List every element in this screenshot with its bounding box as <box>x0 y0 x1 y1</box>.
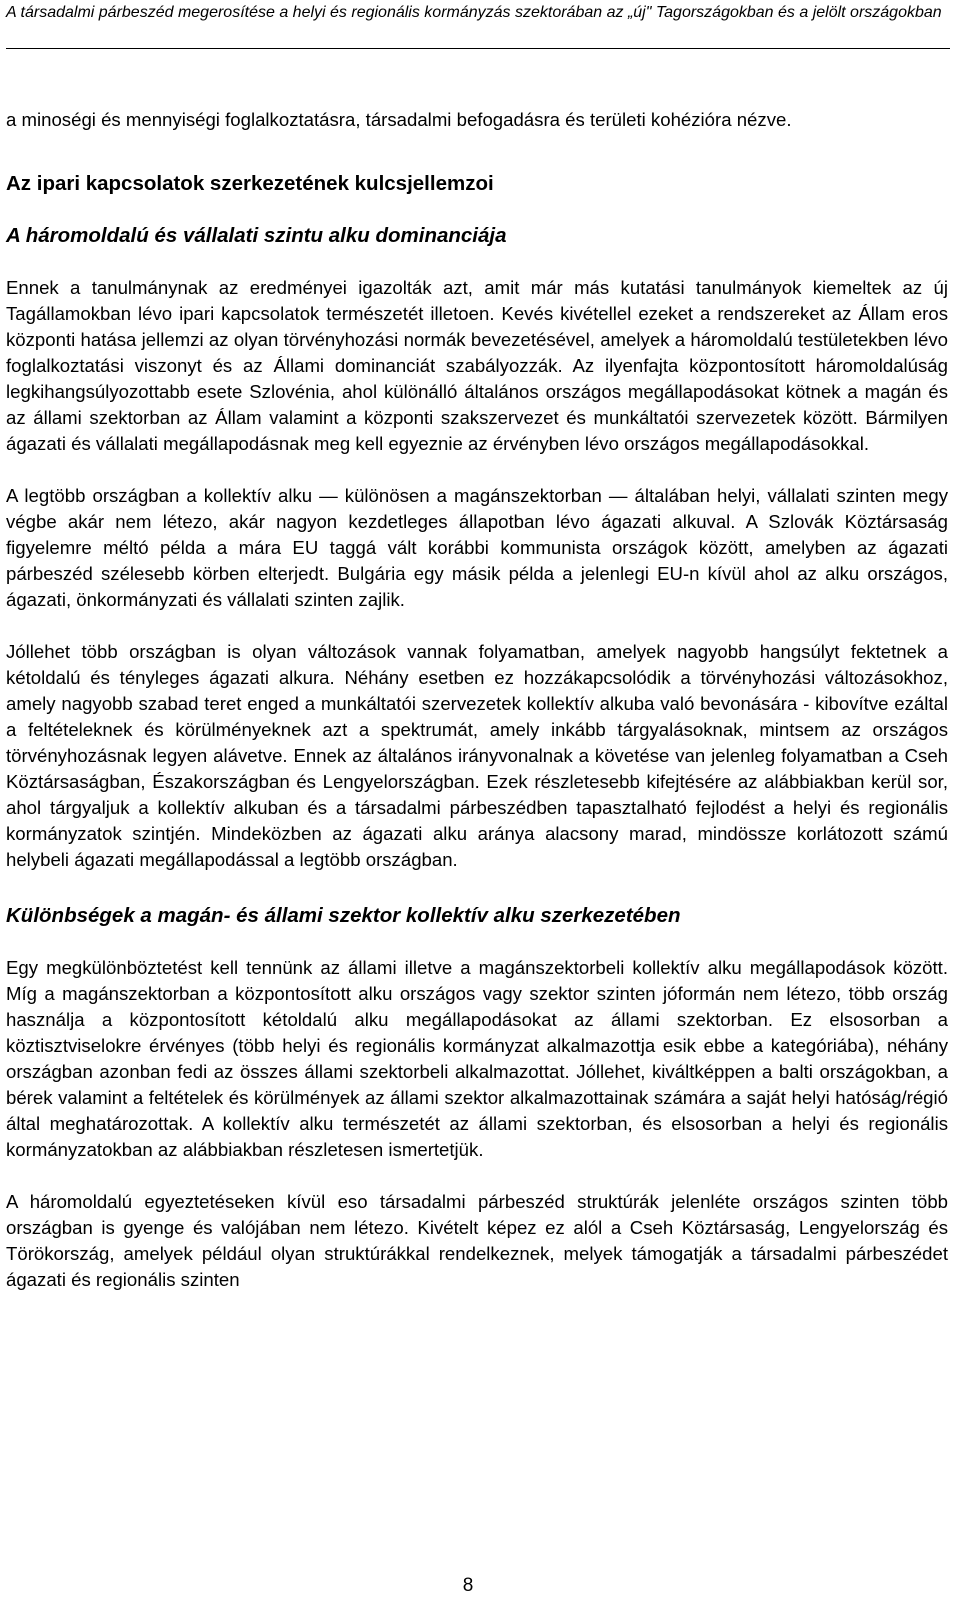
page-number: 8 <box>462 1575 474 1596</box>
paragraph-2: A legtöbb országban a kollektív alku — különösen a magánszektorban — általában helyi, vállalati szinten megy végbe akár nem létezo, akár nagyon kezdetleges állapotban lévo ágazati alkuval. A Szlovák Köztársaság figyelemre méltó példa a mára EU taggá vált korábbi kommunista országok között, amelyben az ágazati párbeszéd szélesebb körben elterjedt. Bulgária egy másik példa a jelenlegi EU-n kívül ahol az alku országos, ágazati, önkormányzati és vállalati szinten zajlik. <box>6 485 948 610</box>
paragraph-4: Egy megkülönböztetést kell tennünk az állami illetve a magánszektorbeli kollektív alku megállapodások között. Míg a magánszektorban a központosított alku országos vagy szektor szinten jóformán nem létezo, több ország használja a központosított kétoldalú alku megállapodásokat az állami szektorban. Ez elsosorban a köztisztviselokre érvényes (több helyi és regionális kormányzat alkalmazottja esik ebbe a kategóriába), néhány országban azonban fedi az összes állami szektorbeli alkalmazottat. Jóllehet, kiváltképpen a balti országokban, a bérek valamint a feltételek és körülmények az állami szektor alkalmazottainak számára a saját helyi hatóság/régió által meghatározottak. A kollektív alku természetét az állami szektorban, és elsosorban a helyi és regionális kormányzatokban az alábbiakban részletesen ismertetjük. <box>6 957 948 1160</box>
subheading-sector-differences: Különbségek a magán- és állami szektor kollektív alku szerkezetében <box>6 904 681 927</box>
paragraph-3: Jóllehet több országban is olyan változások vannak folyamatban, amelyek nagyobb hangsúlyt fektetnek a kétoldalú és tényleges ágazati alkura. Néhány esetben ez hozzákapcsolódik a törvényhozási változásokhoz, amely nagyobb szabad teret enged a munkáltatói szervezetek kollektív alkuba való bevonására - kibovítve ezáltal a feltételeknek és körülményeknek azt a spektrumát, amely inkább tárgyalásoknak, mintsem az országos törvényhozásnak legyen alávetve. Ennek az általános irányvonalnak a követése van jelenleg folyamatban a Cseh Köztársaságban, Északországban és Lengyelországban. Ezek részletesebb kifejtésére az alábbiakban kerül sor, ahol tárgyaljuk a kollektív alkuban és a társadalmi párbeszédben tapasztalható fejlodést a helyi és regionális kormányzatok szintjén. Mindeközben az ágazati alku aránya alacsony marad, mindössze korlátozott számú helybeli ágazati megállapodással a legtöbb országban. <box>6 641 948 870</box>
subheading-tripartite: A háromoldalú és vállalati szintu alku dominanciája <box>6 224 507 247</box>
document-body <box>6 107 948 1293</box>
paragraph-5: A háromoldalú egyeztetéseken kívül eso társadalmi párbeszéd struktúrák jelenléte országos szinten több országban is gyenge és valójában nem létezo. Kivételt képez ez alól a Cseh Köztársaság, Lengyelország és Törökország, amelyek például olyan struktúrákkal rendelkeznek, melyek támogatják a társadalmi párbeszédet ágazati és regionális szinten <box>6 1191 948 1290</box>
running-header: A társadalmi párbeszéd megerosítése a helyi és regionális kormányzás szektorában az „új" Tagországokban és a jelölt országokban <box>6 4 942 21</box>
header-divider <box>6 48 950 49</box>
paragraph-1: Ennek a tanulmánynak az eredményei igazolták azt, amit már más kutatási tanulmányok kiemeltek az új Tagállamokban lévo ipari kapcsolatok természetét illetoen. Kevés kivétellel ezeket a rendszereket az Állam eros központi hatása jellemzi az olyan törvényhozási normák bevezetésével, amelyek a háromoldalú testületekben lévo foglalkoztatási viszonyt és az Állami dominanciát szabályozzák. Az ilyenfajta központosított háromoldalúság legkihangsúlyozottabb esete Szlovénia, ahol különálló általános országos megállapodásokat kötnek a magán és az állami szektorban az Állam valamint a központi szakszervezet és munkáltatói szervezetek között. Bármilyen ágazati és vállalati megállapodásnak meg kell egyeznie az érvényben lévo országos megállapodásokkal. <box>6 277 948 454</box>
intro-fragment: a minoségi és mennyiségi foglalkoztatásra, társadalmi befogadásra és területi kohézióra nézve. <box>6 109 792 130</box>
section-heading: Az ipari kapcsolatok szerkezetének kulcsjellemzoi <box>6 172 494 195</box>
